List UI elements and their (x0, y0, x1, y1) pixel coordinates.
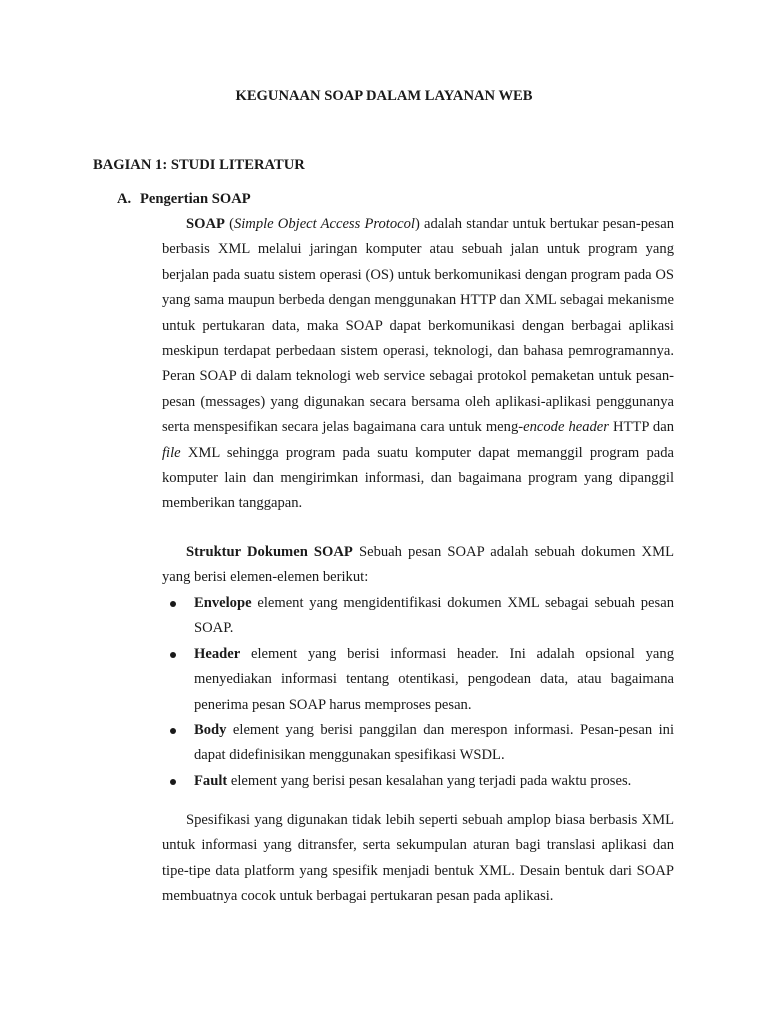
section-letter: A. (117, 191, 132, 207)
definition-text-b: HTTP dan (608, 419, 674, 436)
paragraph-soap-definition (162, 212, 674, 517)
file-term: file (162, 444, 181, 461)
paragraph-document-structure (162, 540, 674, 591)
list-item-body (162, 718, 674, 769)
bullet-icon (170, 728, 176, 734)
term-structure: Struktur Dokumen SOAP (186, 544, 353, 560)
list-text: element yang berisi pesan kesalahan yang terjadi pada waktu proses. (227, 772, 632, 789)
bullet-icon (170, 779, 176, 785)
definition-text-a: ) adalah standar untuk bertukar pesan-pesan berbasis XML melalui jaringan komputer atau sebuah jalan untuk program yang berjalan pada suatu sistem operasi (OS) untuk berkomunikasi dengan program pada OS yang sama maupun berbeda dengan menggunakan HTTP dan XML sebagai mekanisme untuk pertukaran data, maka SOAP dapat berkomunikasi dengan berbagai aplikasi meskipun terdapat perbedaan sistem operasi, teknologi, dan bahasa pemrogramannya. Peran SOAP di dalam teknologi web service sebagai protokol pemaketan untuk pesan-pesan (messages) yang digunakan secara bersama oleh aplikasi-aplikasi penggunanya serta menspesifikan secara jelas bagaimana cara untuk meng- (162, 216, 674, 436)
bullet-icon (170, 601, 176, 607)
list-item-fault (162, 769, 674, 794)
list-term: Fault (194, 772, 228, 789)
structure-text: Sebuah pesan SOAP adalah sebuah dokumen XML yang berisi elemen-elemen berikut: (162, 544, 674, 586)
list-text: element yang berisi informasi header. Ini adalah opsional yang menyediakan informasi tentang otentikasi, pengodean data, atau bagaimana penerima pesan SOAP harus memproses pesan. (194, 645, 674, 713)
list-text: element yang mengidentifikasi dokumen XML sebagai sebuah pesan SOAP. (194, 595, 674, 637)
term-soap: SOAP (186, 216, 225, 232)
list-term: Body (194, 722, 227, 739)
section-heading (117, 191, 251, 208)
paren-open: ( (224, 216, 234, 232)
list-item-envelope (162, 591, 674, 642)
section-title: Pengertian SOAP (140, 191, 251, 207)
list-term: Header (194, 645, 241, 662)
element-list (162, 591, 674, 794)
document-title: KEGUNAAN SOAP DALAM LAYANAN WEB (235, 88, 533, 104)
encode-header-term: encode header (523, 419, 609, 436)
bullet-icon (170, 652, 176, 658)
paragraph-specification: Spesifikasi yang digunakan tidak lebih seperti sebuah amplop biasa berbasis XML untuk informasi yang ditransfer, serta sekumpulan aturan bagi translasi aplikasi dan tipe-tipe data platform yang spesifik menjadi bentuk XML. Desain bentuk dari SOAP membuatnya cocok untuk berbagai pertukaran pesan pada aplikasi. (162, 812, 674, 905)
list-item-header (162, 642, 674, 718)
list-term: Envelope (194, 595, 252, 611)
list-text: element yang berisi panggilan dan merespon informasi. Pesan-pesan ini dapat didefinisikan menggunakan spesifikasi WSDL. (194, 722, 674, 764)
part-heading: BAGIAN 1: STUDI LITERATUR (93, 157, 305, 173)
soap-expansion: Simple Object Access Protocol (233, 216, 415, 232)
definition-text-c: XML sehingga program pada suatu komputer dapat memanggil program pada komputer lain dan mengirimkan informasi, dan bagaimana program yang dipanggil memberikan tanggapan. (162, 444, 674, 512)
